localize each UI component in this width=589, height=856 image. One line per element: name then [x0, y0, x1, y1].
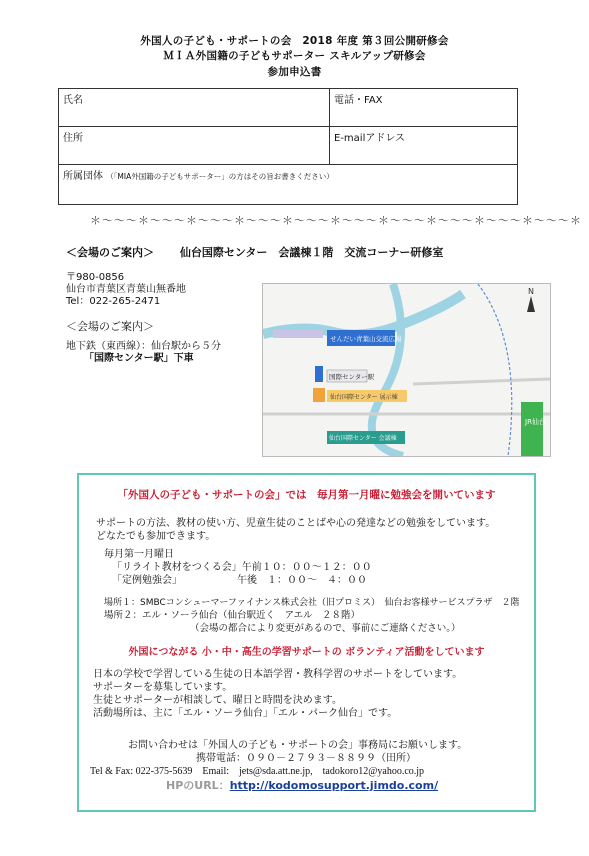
phone-field[interactable]	[330, 89, 518, 127]
org-label: 所属団体	[63, 171, 103, 182]
phone-label: 電話・FAX	[334, 95, 383, 106]
map-graphic	[263, 284, 550, 456]
venue-postal: 〒980-0856	[66, 272, 125, 283]
jr-sendai-block	[521, 402, 543, 456]
study-session-title: 「外国人の子ども・サポートの会」では 毎月第一月曜に勉強会を開いています	[117, 489, 496, 501]
address-label: 住所	[63, 133, 83, 144]
organization-field[interactable]	[59, 165, 518, 205]
access-line1: 地下鉄（東西線）：仙台駅から５分	[66, 341, 221, 352]
north-arrow-icon	[527, 296, 535, 312]
exhibition-marker	[313, 388, 325, 402]
study-desc-1: サポートの方法、教材の使い方、児童生徒のことばや心の発達などの勉強をしています。	[96, 518, 496, 529]
venue-tel: Tel：022-265-2471	[66, 296, 161, 307]
homepage-link[interactable]: http://kodomosupport.jimdo.com/	[229, 779, 439, 792]
volunteer-desc-3: 生徒とサポーターが相談して、曜日と時間を決めます。	[93, 695, 342, 706]
place-2: 場所２：エル・ソーラ仙台（仙台駅近く アエル ２８階）	[104, 610, 361, 621]
venue-heading-row	[66, 244, 443, 260]
schedule-afternoon: 「定例勉強会」 午後 １：００～ ４：００	[112, 575, 367, 586]
name-label: 氏名	[63, 95, 83, 106]
address-field[interactable]	[59, 127, 330, 165]
volunteer-desc-1: 日本の学校で学習している生徒の日本語学習・教科学習のサポートをしています。	[93, 669, 463, 680]
venue-place: 仙台国際センター 会議棟１階 交流コーナー研修室	[179, 246, 444, 259]
access-heading: ＜会場のご案内＞	[66, 320, 154, 333]
schedule-morning: 「リライト教材をつくる会」午前１０：００～１２：００	[112, 562, 372, 573]
homepage-label: HPのURL：	[166, 779, 230, 792]
contact-phone: 携帯電話：０９０－２７９３－８８９９（田所）	[196, 753, 416, 764]
plaza-label: せんだい青葉山交流広場	[330, 335, 402, 343]
jr-label: JR仙台	[525, 418, 546, 426]
conference-label: 仙台国際センター 会議棟	[329, 435, 397, 442]
contact-tel-email: Tel & Fax: 022-375-5639 Email: jets@sda.att.ne.jp, tadokoro12@yahoo.co.jp	[90, 766, 425, 777]
place-note: （会場の都合により変更があるので、事前にご連絡ください。）	[190, 623, 461, 634]
study-desc-2: どなたでも参加できます。	[96, 531, 216, 542]
venue-map	[262, 283, 551, 457]
plaza-block	[273, 330, 323, 338]
header-line2: ＭＩＡ外国籍の子どもサポーター スキルアップ研修会	[163, 50, 426, 62]
exhibition-label: 仙台国際センター 展示棟	[330, 394, 398, 401]
volunteer-desc-2: サポーターを募集しています。	[93, 682, 233, 693]
river-shape	[263, 294, 463, 335]
homepage-row	[166, 780, 438, 793]
email-label: E-mailアドレス	[334, 133, 406, 144]
venue-heading: ＜会場のご案内＞	[66, 246, 154, 259]
name-field[interactable]	[59, 89, 330, 127]
org-note: （「MIA外国籍の子どもサポーター」の方はその旨お書きください）	[106, 172, 334, 181]
volunteer-title: 外国につながる 小・中・高生の学習サポートの ボランティア活動をしています	[128, 647, 485, 658]
place-1: 場所１：SMBCコンシューマーファイナンス株式会社（旧プロミス） 仙台お客様サービスプラザ ２階	[104, 598, 520, 608]
form-title: 参加申込書	[267, 66, 322, 78]
schedule-heading: 毎月第一月曜日	[104, 549, 174, 560]
registration-form	[58, 88, 518, 205]
header-line1: 外国人の子ども・サポートの会 2018 年度 第３回公開研修会	[140, 35, 449, 47]
venue-address: 仙台市青葉区青葉山無番地	[66, 284, 186, 295]
access-line2: 「国際センター駅」下車	[84, 353, 194, 364]
subway-route	[478, 284, 512, 456]
volunteer-desc-4: 活動場所は、主に「エル・ソーラ仙台」「エル・パーク仙台」です。	[93, 708, 398, 719]
road-line-2	[413, 379, 550, 384]
station-label: 国際センター駅	[329, 373, 375, 381]
river-branch	[372, 284, 403, 456]
email-field[interactable]	[330, 127, 518, 165]
separator-line: ＊～～～＊～～～＊～～～＊～～～＊～～～＊～～～＊～～～＊～～～＊～～～＊～～～＊	[90, 214, 582, 227]
contact-line-1: お問い合わせは「外国人の子ども・サポートの会」事務局にお願いします。	[128, 740, 468, 751]
north-label: N	[528, 287, 534, 296]
station-marker	[315, 366, 323, 382]
